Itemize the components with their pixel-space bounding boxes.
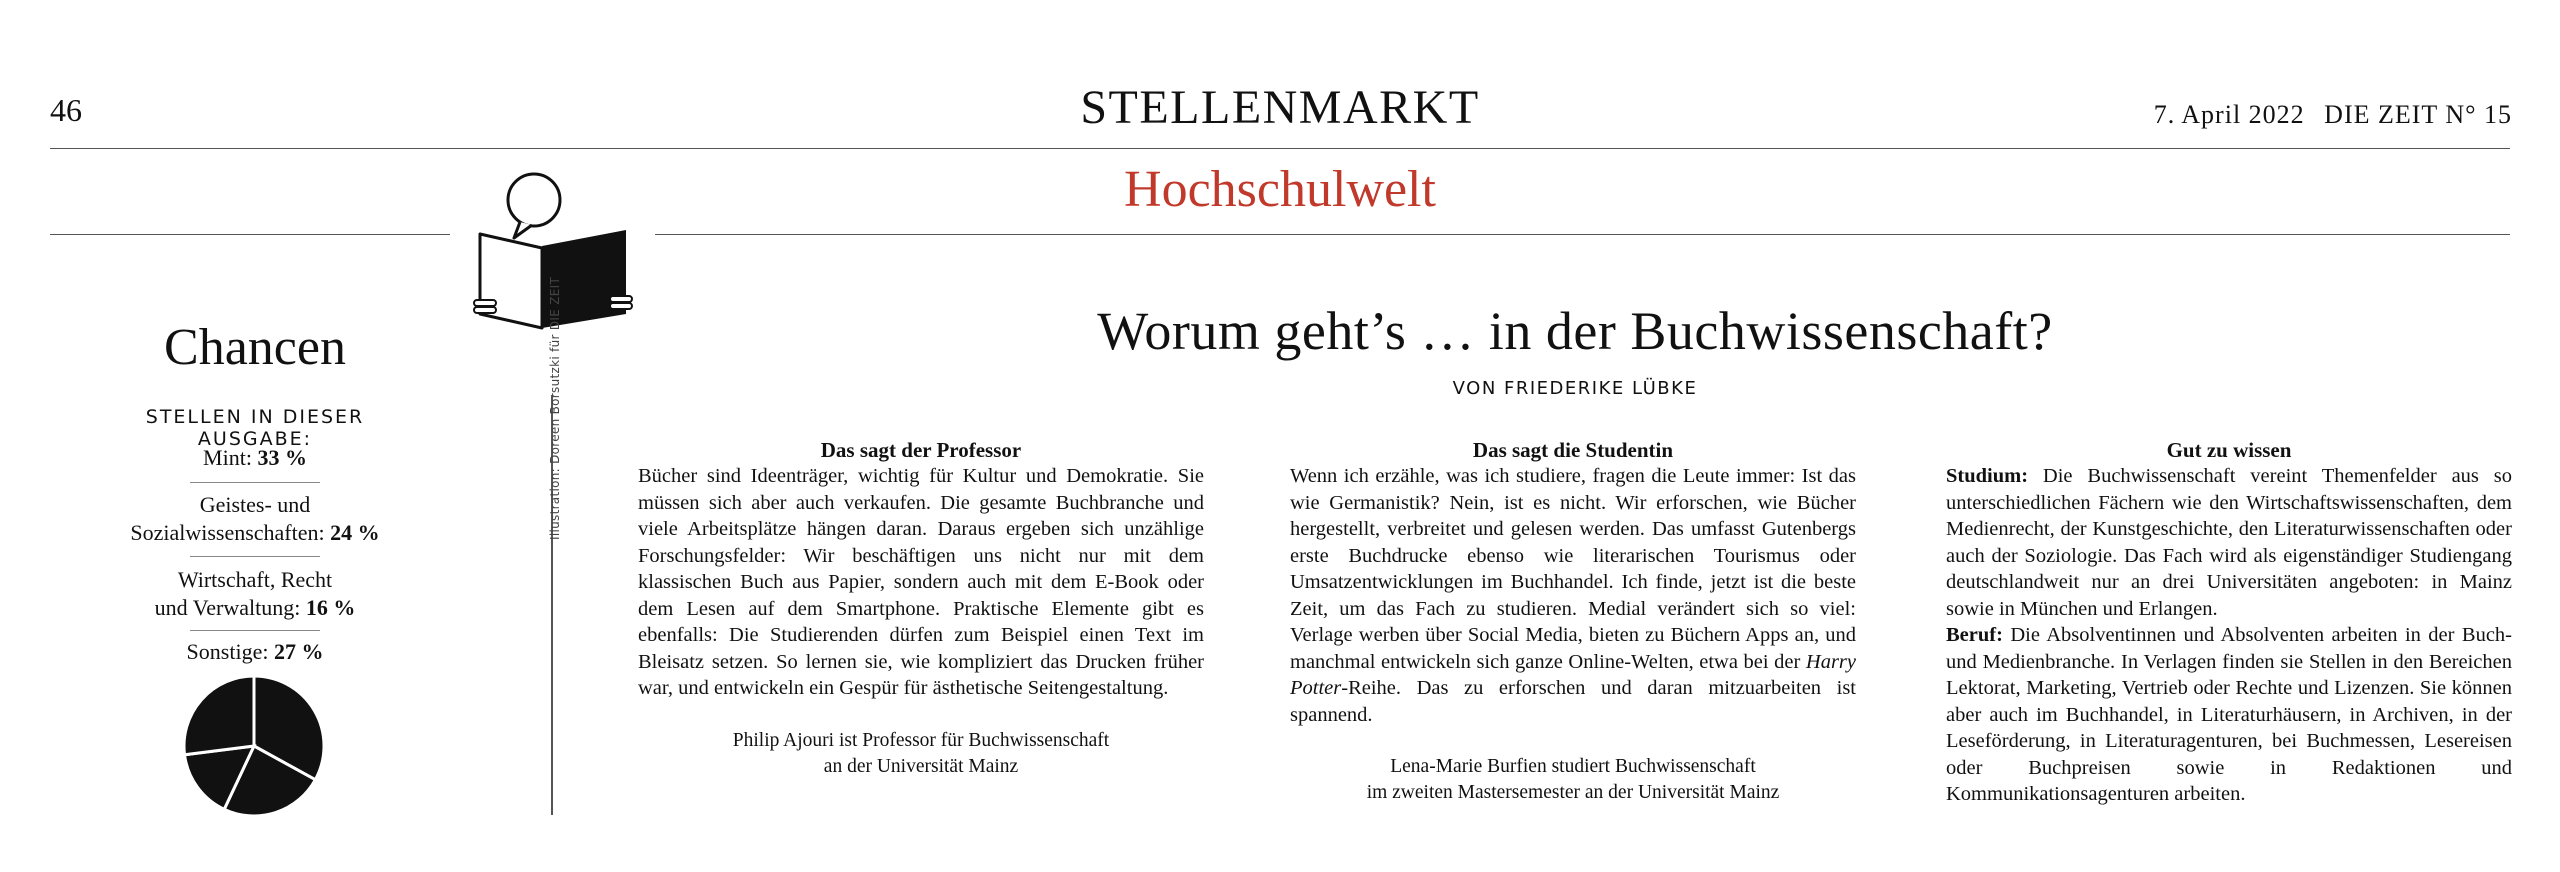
column-heading: Das sagt der Professor	[820, 438, 1022, 462]
column-body	[1290, 463, 1856, 728]
stat-geistes	[90, 491, 420, 547]
body-italic: Harry Potter	[1290, 650, 1856, 699]
column-student	[1290, 437, 1856, 806]
lead-term: Beruf:	[1946, 624, 2003, 646]
stat-label: Wirtschaft, Recht	[177, 567, 333, 592]
article-byline: VON FRIEDERIKE LÜBKE	[1452, 378, 1698, 399]
page-number: 46	[50, 92, 82, 128]
pie-chart	[180, 672, 328, 820]
column-signature	[638, 728, 1204, 780]
column-body: Bücher sind Ideenträger, wichtig für Kultur und Demokratie. Sie müssen sich aber auch verkaufen. Die gesamte Buchbranche und viele Arbeitsplätze hängen daran. Daraus ergeben sich unzählige Forschungsfelder: Wir beschäftigen uns nicht nur mit dem klassischen Buch aus Papier, sondern auch mit dem E-Book oder dem Lesen auf dem Smartphone. Praktische Elemente gibt es ebenfalls: Die Studierenden dürfen zum Beispiel einen Text im Bleisatz setzen. So lernen sie, wie kompliziert das Drucken früher war, und entwickeln ein Gespür für ästhetische Seitengestaltung.	[638, 465, 1204, 699]
illustration-credit: Illustration: Doreen Borsutzki für DIE ZEIT	[548, 276, 562, 540]
right-rule	[655, 234, 2510, 235]
stat-divider	[190, 556, 320, 557]
stat-wirtschaft	[90, 566, 420, 622]
article-headline: Worum geht’s … in der Buchwissenschaft?	[1097, 301, 2053, 361]
stat-mint	[90, 444, 420, 472]
body-text: Wenn ich erzähle, was ich studiere, fragen die Leute immer: Ist das wie Germanistik? Nein, ist es nicht. Wir erforschen, wie Bücher hergestellt, verbreitet und gelesen werden. Das umfasst Gutenbergs erste Buchdrucke ebenso wie literarischen Tourismus oder Umsatzentwicklungen im Buchhandel. Ich finde, jetzt ist die beste Zeit, um das Fach zu studieren. Medial verändert sich so viel: Verlage werben über Social Media, bieten zu Büchern Apps an, und manchmal entwickeln sich ganze Online-Welten, etwa bei der	[1290, 465, 1856, 673]
signature-line: Philip Ajouri ist Professor für Buchwissenschaft	[732, 729, 1110, 751]
lead-term: Studium:	[1946, 465, 2029, 487]
column-heading: Gut zu wissen	[2166, 438, 2292, 462]
column-body	[1946, 463, 2512, 622]
column-signature	[1290, 754, 1856, 806]
publication-name: DIE ZEIT N° 15	[2324, 100, 2512, 129]
column-professor	[638, 437, 1204, 780]
pie-slice	[184, 676, 254, 755]
stat-value: 24 %	[330, 520, 380, 545]
stat-label: Sozialwissenschaften:	[130, 520, 325, 545]
stat-value: 16 %	[305, 595, 356, 620]
stat-label: Mint:	[203, 445, 252, 470]
stat-label: Geistes- und	[199, 492, 311, 517]
stat-label: Sonstige:	[186, 639, 269, 664]
signature-line: Lena-Marie Burfien studiert Buchwissenschaft	[1390, 756, 1756, 777]
body-text: Die Absolventinnen und Absolventen arbeiten in der Buch- und Medienbranche. In Verlagen finden sie Stellen in den Bereichen Lektorat, Marketing, Vertrieb oder Rechte und Lizenzen. Sie können aber auch im Buchhandel, in Literaturhäusern, in Archiven, in der Leseförderung, in Literaturagenturen, bei Buchmessen, Lesereisen oder Buchpreisen sowie in Redaktionen und Kommunikationsagenturen arbeiten.	[1946, 624, 2512, 805]
column-body	[1946, 622, 2512, 808]
stat-sonstige	[90, 638, 420, 666]
header-rule	[50, 148, 2510, 149]
body-text: Die Buchwissenschaft vereint Themenfelder aus so unterschiedlichen Fächern wie den Wirtschaftswissenschaften, dem Medienrecht, der Kunstgeschichte, den Literaturwissenschaften oder auch der Soziologie. Das Fach wird als eigenständiger Studiengang deutschlandweit nur an drei Universitäten angeboten: in Mainz sowie in München und Erlangen.	[1946, 465, 2512, 620]
stat-value: 33 %	[257, 445, 307, 470]
issue-date: 7. April 2022	[2153, 100, 2305, 129]
signature-line: im zweiten Mastersemester an der Universität Mainz	[1366, 782, 1780, 803]
left-rule	[50, 234, 450, 235]
stat-divider	[190, 482, 320, 483]
stat-value: 27 %	[273, 639, 324, 664]
stat-label: und Verwaltung:	[154, 595, 301, 620]
body-text: -Reihe. Das zu erforschen und daran mitzuarbeiten ist spannend.	[1290, 677, 1856, 726]
issue-info	[2154, 100, 2512, 130]
signature-line: an der Universität Mainz	[823, 755, 1019, 777]
sidebar-label: STELLEN IN DIESER AUSGABE:	[145, 406, 365, 450]
section-title: STELLENMARKT	[1080, 81, 1480, 134]
stat-divider	[190, 630, 320, 631]
column-facts	[1946, 437, 2512, 808]
subsection-title: Hochschulwelt	[1124, 161, 1436, 218]
column-heading: Das sagt die Studentin	[1472, 438, 1674, 462]
sidebar-title: Chancen	[164, 319, 346, 376]
